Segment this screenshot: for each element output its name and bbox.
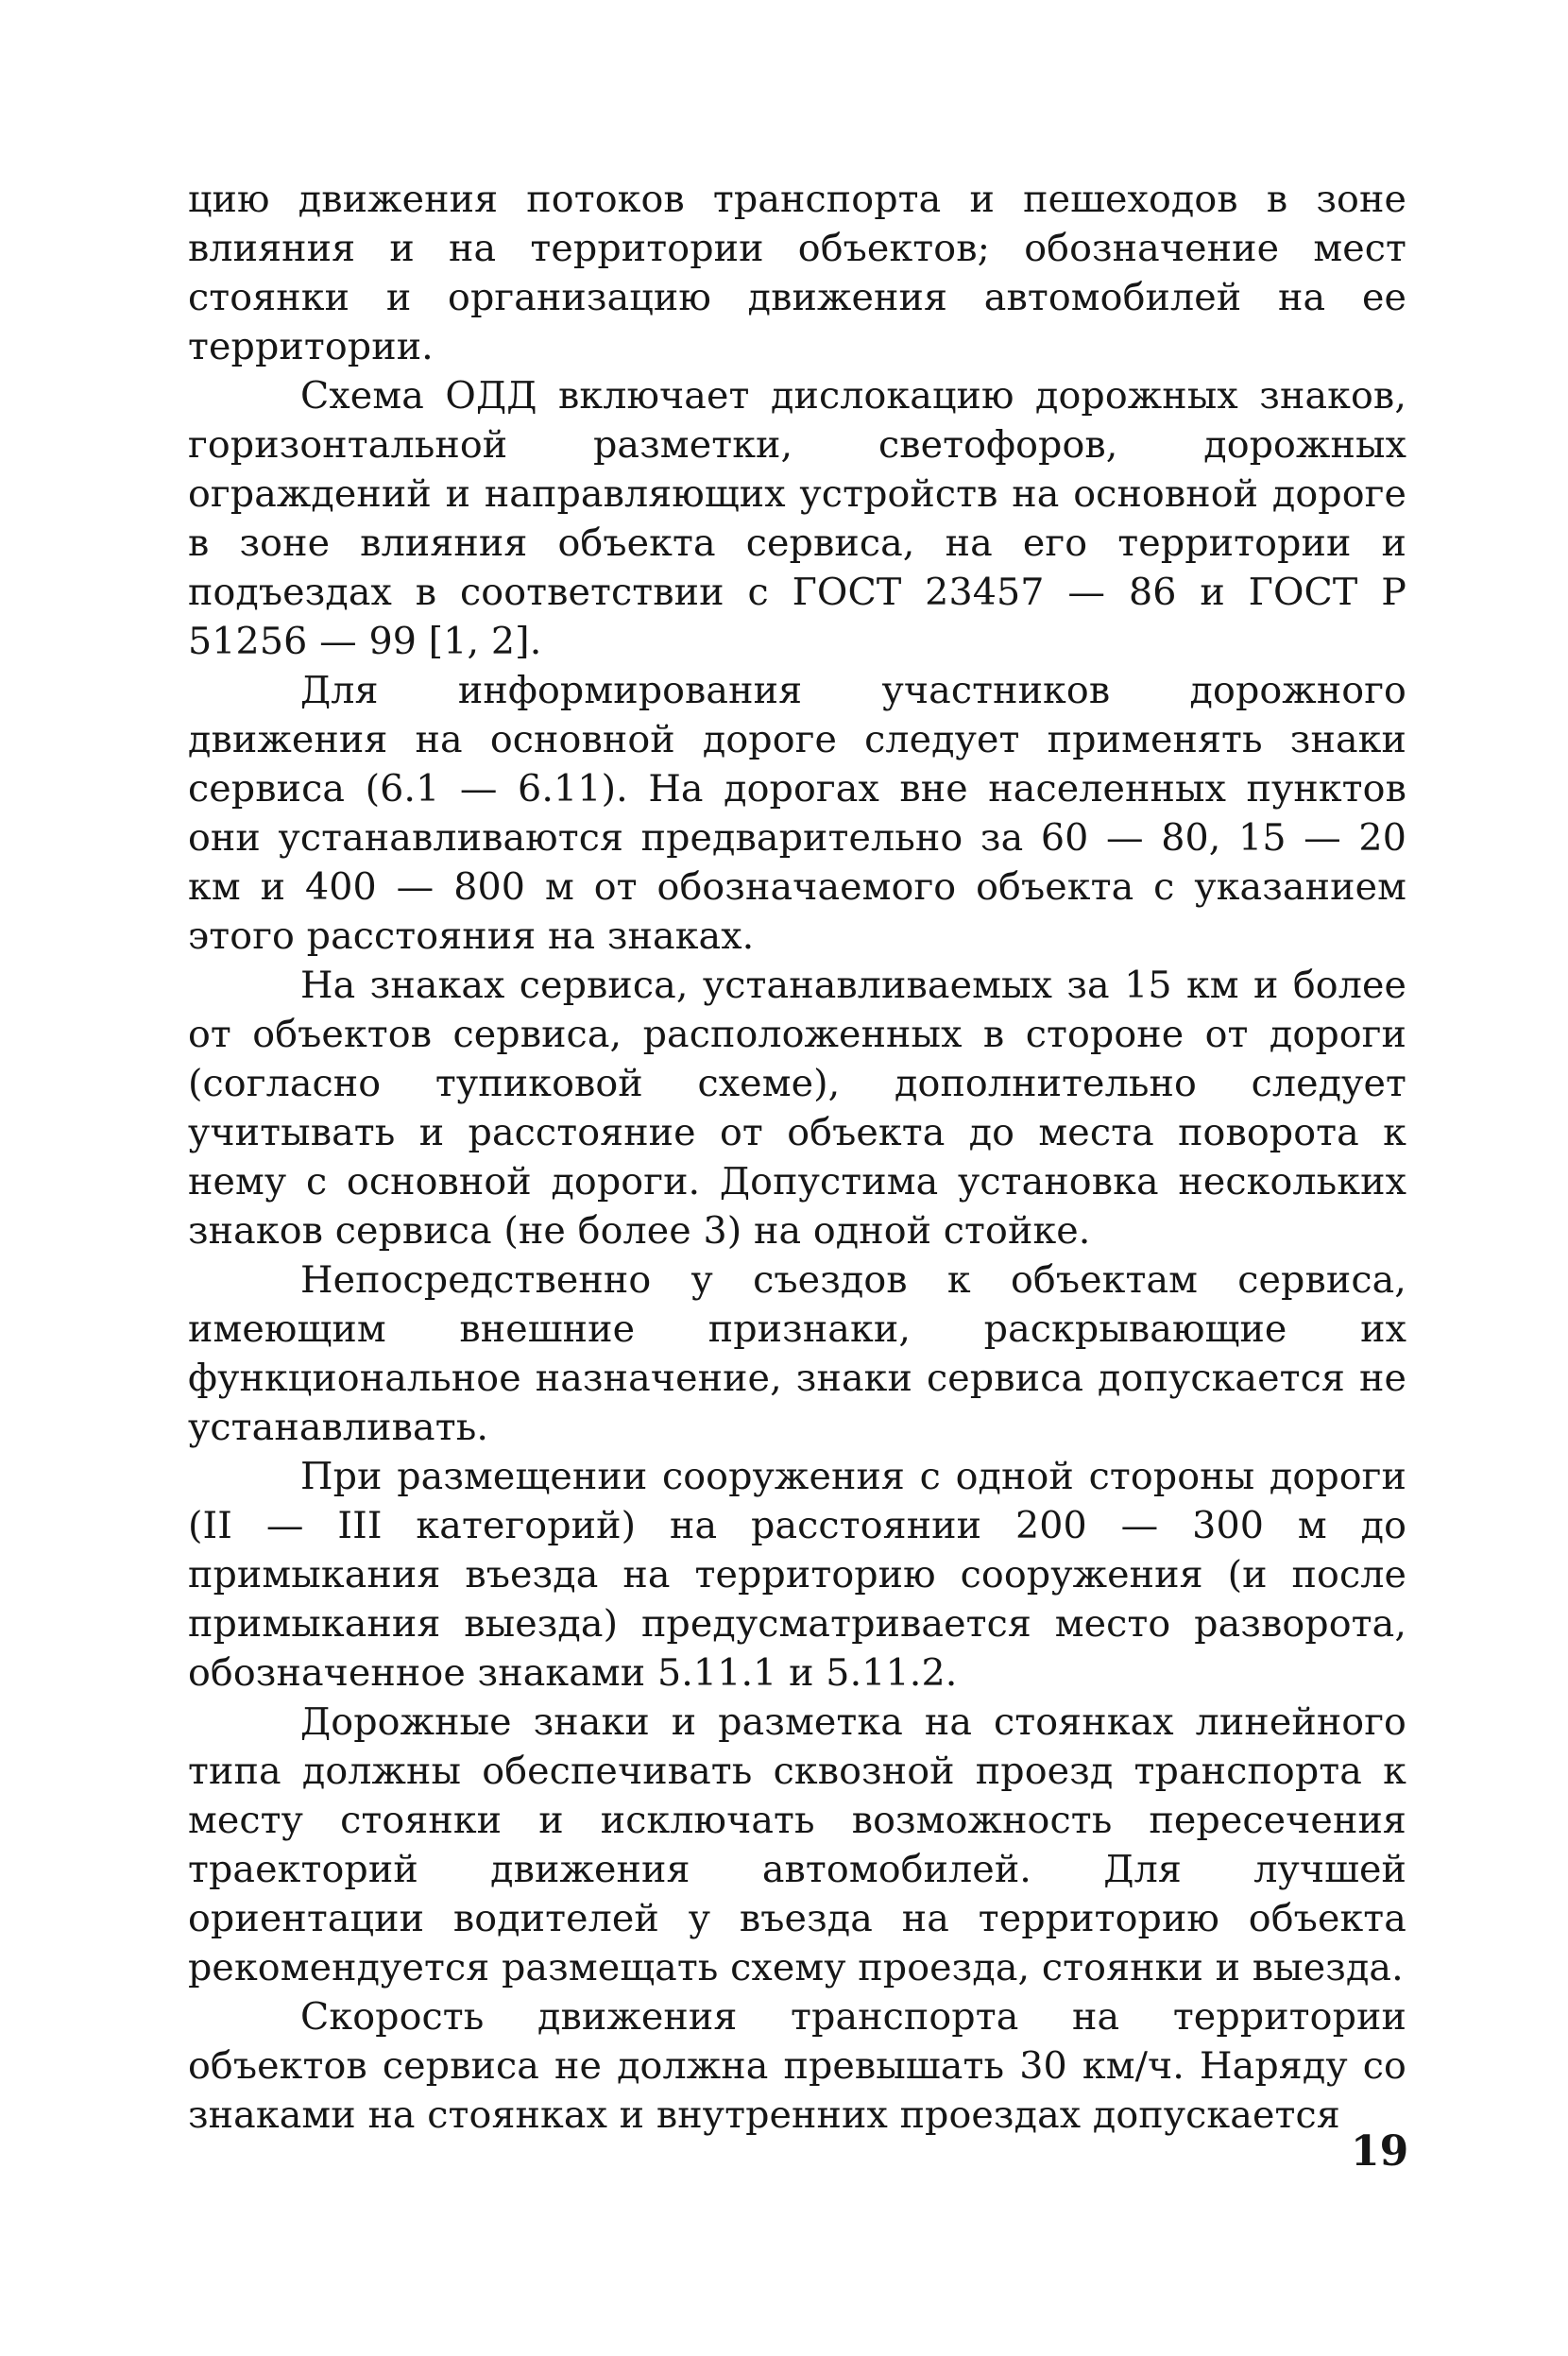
paragraph: Скорость движения транспорта на территории объектов сервиса не должна превышать 30 км/ч. Наряду со знаками на стоянках и внутренних проездах допускается — [188, 1995, 1406, 2137]
body-text — [188, 175, 1406, 2140]
paragraph: Схема ОДД включает дислокацию дорожных знаков, горизонтальной разметки, светофоров, дорожных ограждений и направляющих устройств на основной дороге в зоне влияния объекта сервиса, на его территории и подъездах в соответствии с ГОСТ 23457 — 86 и ГОСТ Р 51256 — 99 [1, 2]. — [188, 374, 1406, 663]
paragraph: При размещении сооружения с одной стороны дороги (II — III категорий) на расстоянии 200 — 300 м до примыкания въезда на территорию сооружения (и после примыкания выезда) предусматривается место разворота, обозначенное знаками 5.11.1 и 5.11.2. — [188, 1455, 1406, 1695]
paragraph: Для информирования участников дорожного движения на основной дороге следует применять знаки сервиса (6.1 — 6.11). На дорогах вне населенных пунктов они устанавливаются предварительно за 60 — 80, 15 — 20 км и 400 — 800 м от обозначаемого объекта с указанием этого расстояния на знаках. — [188, 669, 1406, 958]
paragraph: Непосредственно у съездов к объектам сервиса, имеющим внешние признаки, раскрывающие их функциональное назначение, знаки сервиса допускается не устанавливать. — [188, 1258, 1406, 1449]
paragraph: Дорожные знаки и разметка на стоянках линейного типа должны обеспечивать сквозной проезд транспорта к месту стоянки и исключать возможность пересечения траекторий движения автомобилей. Для лучшей ориентации водителей у въезда на территорию объекта рекомендуется размещать схему проезда, стоянки и выезда. — [188, 1700, 1406, 1989]
paragraph: На знаках сервиса, устанавливаемых за 15 км и более от объектов сервиса, расположенных в стороне от дороги (согласно тупиковой схеме), дополнительно следует учитывать и расстояние от объекта до места поворота к нему с основной дороги. Допустима установка нескольких знаков сервиса (не более 3) на одной стойке. — [188, 964, 1406, 1253]
paragraph-continuation: цию движения потоков транспорта и пешеходов в зоне влияния и на территории объектов; обозначение мест стоянки и организацию движения автомобилей на ее территории. — [188, 178, 1406, 368]
page-number: 19 — [1351, 2127, 1409, 2176]
